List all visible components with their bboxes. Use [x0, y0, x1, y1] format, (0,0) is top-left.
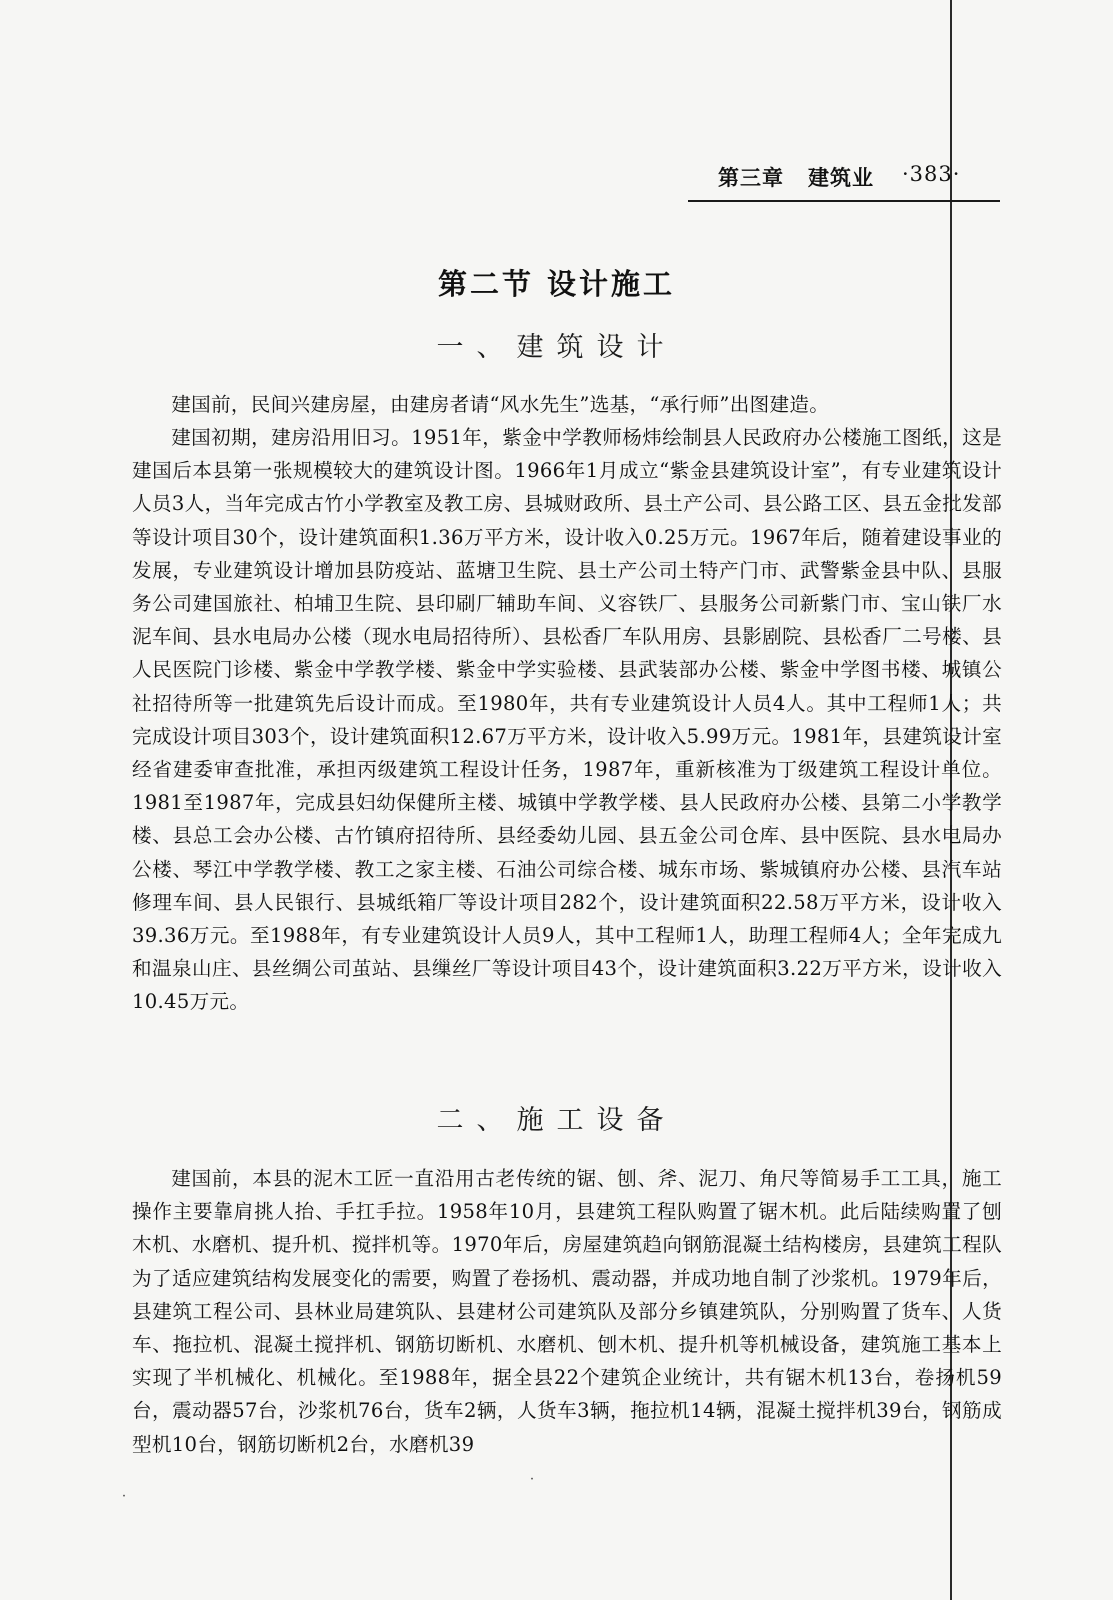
- subsection-heading-design: 一、建筑设计: [436, 332, 677, 363]
- header-chapter: 第三章: [718, 166, 784, 190]
- header-section: 建筑业: [808, 166, 874, 190]
- paragraph: 建国前，本县的泥木工匠一直沿用古老传统的锯、刨、斧、泥刀、角尺等简易手工工具，施工操作主要靠肩挑人抬、手扛手拉。1958年10月，县建筑工程队购置了锯木机。此后陆续购置了刨木机、水磨机、提升机、搅拌机等。1970年后，房屋建筑趋向钢筋混凝土结构楼房，县建筑工程队为了适应建筑结构发展变化的需要，购置了卷扬机、震动器，并成功地自制了沙浆机。1979年后，县建筑工程公司、县林业局建筑队、县建材公司建筑队及部分乡镇建筑队，分别购置了货车、人货车、拖拉机、混凝土搅拌机、钢筋切断机、水磨机、刨木机、提升机等机械设备，建筑施工基本上实现了半机械化、机械化。至1988年，据全县22个建筑企业统计，共有锯木机13台，卷扬机59台，震动器57台，沙浆机76台，货车2辆，人货车3辆，拖拉机14辆，混凝土搅拌机39台，钢筋成型机10台，钢筋切断机2台，水磨机39: [132, 1167, 1002, 1456]
- subsection-heading-equipment: 二、施工设备: [436, 1105, 677, 1136]
- scan-speck: ˙: [120, 1492, 128, 1511]
- paragraph: 建国前，民间兴建房屋，由建房者请“风水先生”选基，“承行师”出图建造。: [171, 393, 830, 416]
- scan-speck: ˙: [528, 1475, 536, 1494]
- header-rule: [688, 200, 1000, 202]
- page-number: ·383·: [902, 162, 961, 186]
- paragraph: 建国初期，建房沿用旧习。1951年，紫金中学教师杨炜绘制县人民政府办公楼施工图纸，这是建国后本县第一张规模较大的建筑设计图。1966年1月成立“紫金县建筑设计室”，有专业建筑设计人员3人，当年完成古竹小学教室及教工房、县城财政所、县土产公司、县公路工区、县五金批发部等设计项目30个，设计建筑面积1.36万平方米，设计收入0.25万元。1967年后，随着建设事业的发展，专业建筑设计增加县防疫站、蓝塘卫生院、县土产公司土特产门市、武警紫金县中队、县服务公司建国旅社、柏埔卫生院、县印刷厂辅助车间、义容铁厂、县服务公司新紫门市、宝山铁厂水泥车间、县水电局办公楼（现水电局招待所）、县松香厂车队用房、县影剧院、县松香厂二号楼、县人民医院门诊楼、紫金中学教学楼、紫金中学实验楼、县武装部办公楼、紫金中学图书楼、城镇公社招待所等一批建筑先后设计而成。至1980年，共有专业建筑设计人员4人。其中工程师1人；共完成设计项目303个，设计建筑面积12.67万平方米，设计收入5.99万元。1981年，县建筑设计室经省建委审查批准，承担丙级建筑工程设计任务，1987年，重新核准为丁级建筑工程设计单位。1981至1987年，完成县妇幼保健所主楼、城镇中学教学楼、县人民政府办公楼、县第二小学教学楼、县总工会办公楼、古竹镇府招待所、县经委幼儿园、县五金公司仓库、县中医院、县水电局办公楼、琴江中学教学楼、教工之家主楼、石油公司综合楼、城东市场、紫城镇府办公楼、县汽车站修理车间、县人民银行、县城纸箱厂等设计项目282个，设计建筑面积22.58万平方米，设计收入39.36万元。至1988年，有专业建筑设计人员9人，其中工程师1人，助理工程师4人；全年完成九和温泉山庄、县丝绸公司茧站、县缫丝厂等设计项目43个，设计建筑面积3.22万平方米，设计收入10.45万元。: [132, 426, 1002, 1014]
- running-header: [690, 160, 1010, 200]
- section-title: 第二节 设计施工: [437, 267, 676, 301]
